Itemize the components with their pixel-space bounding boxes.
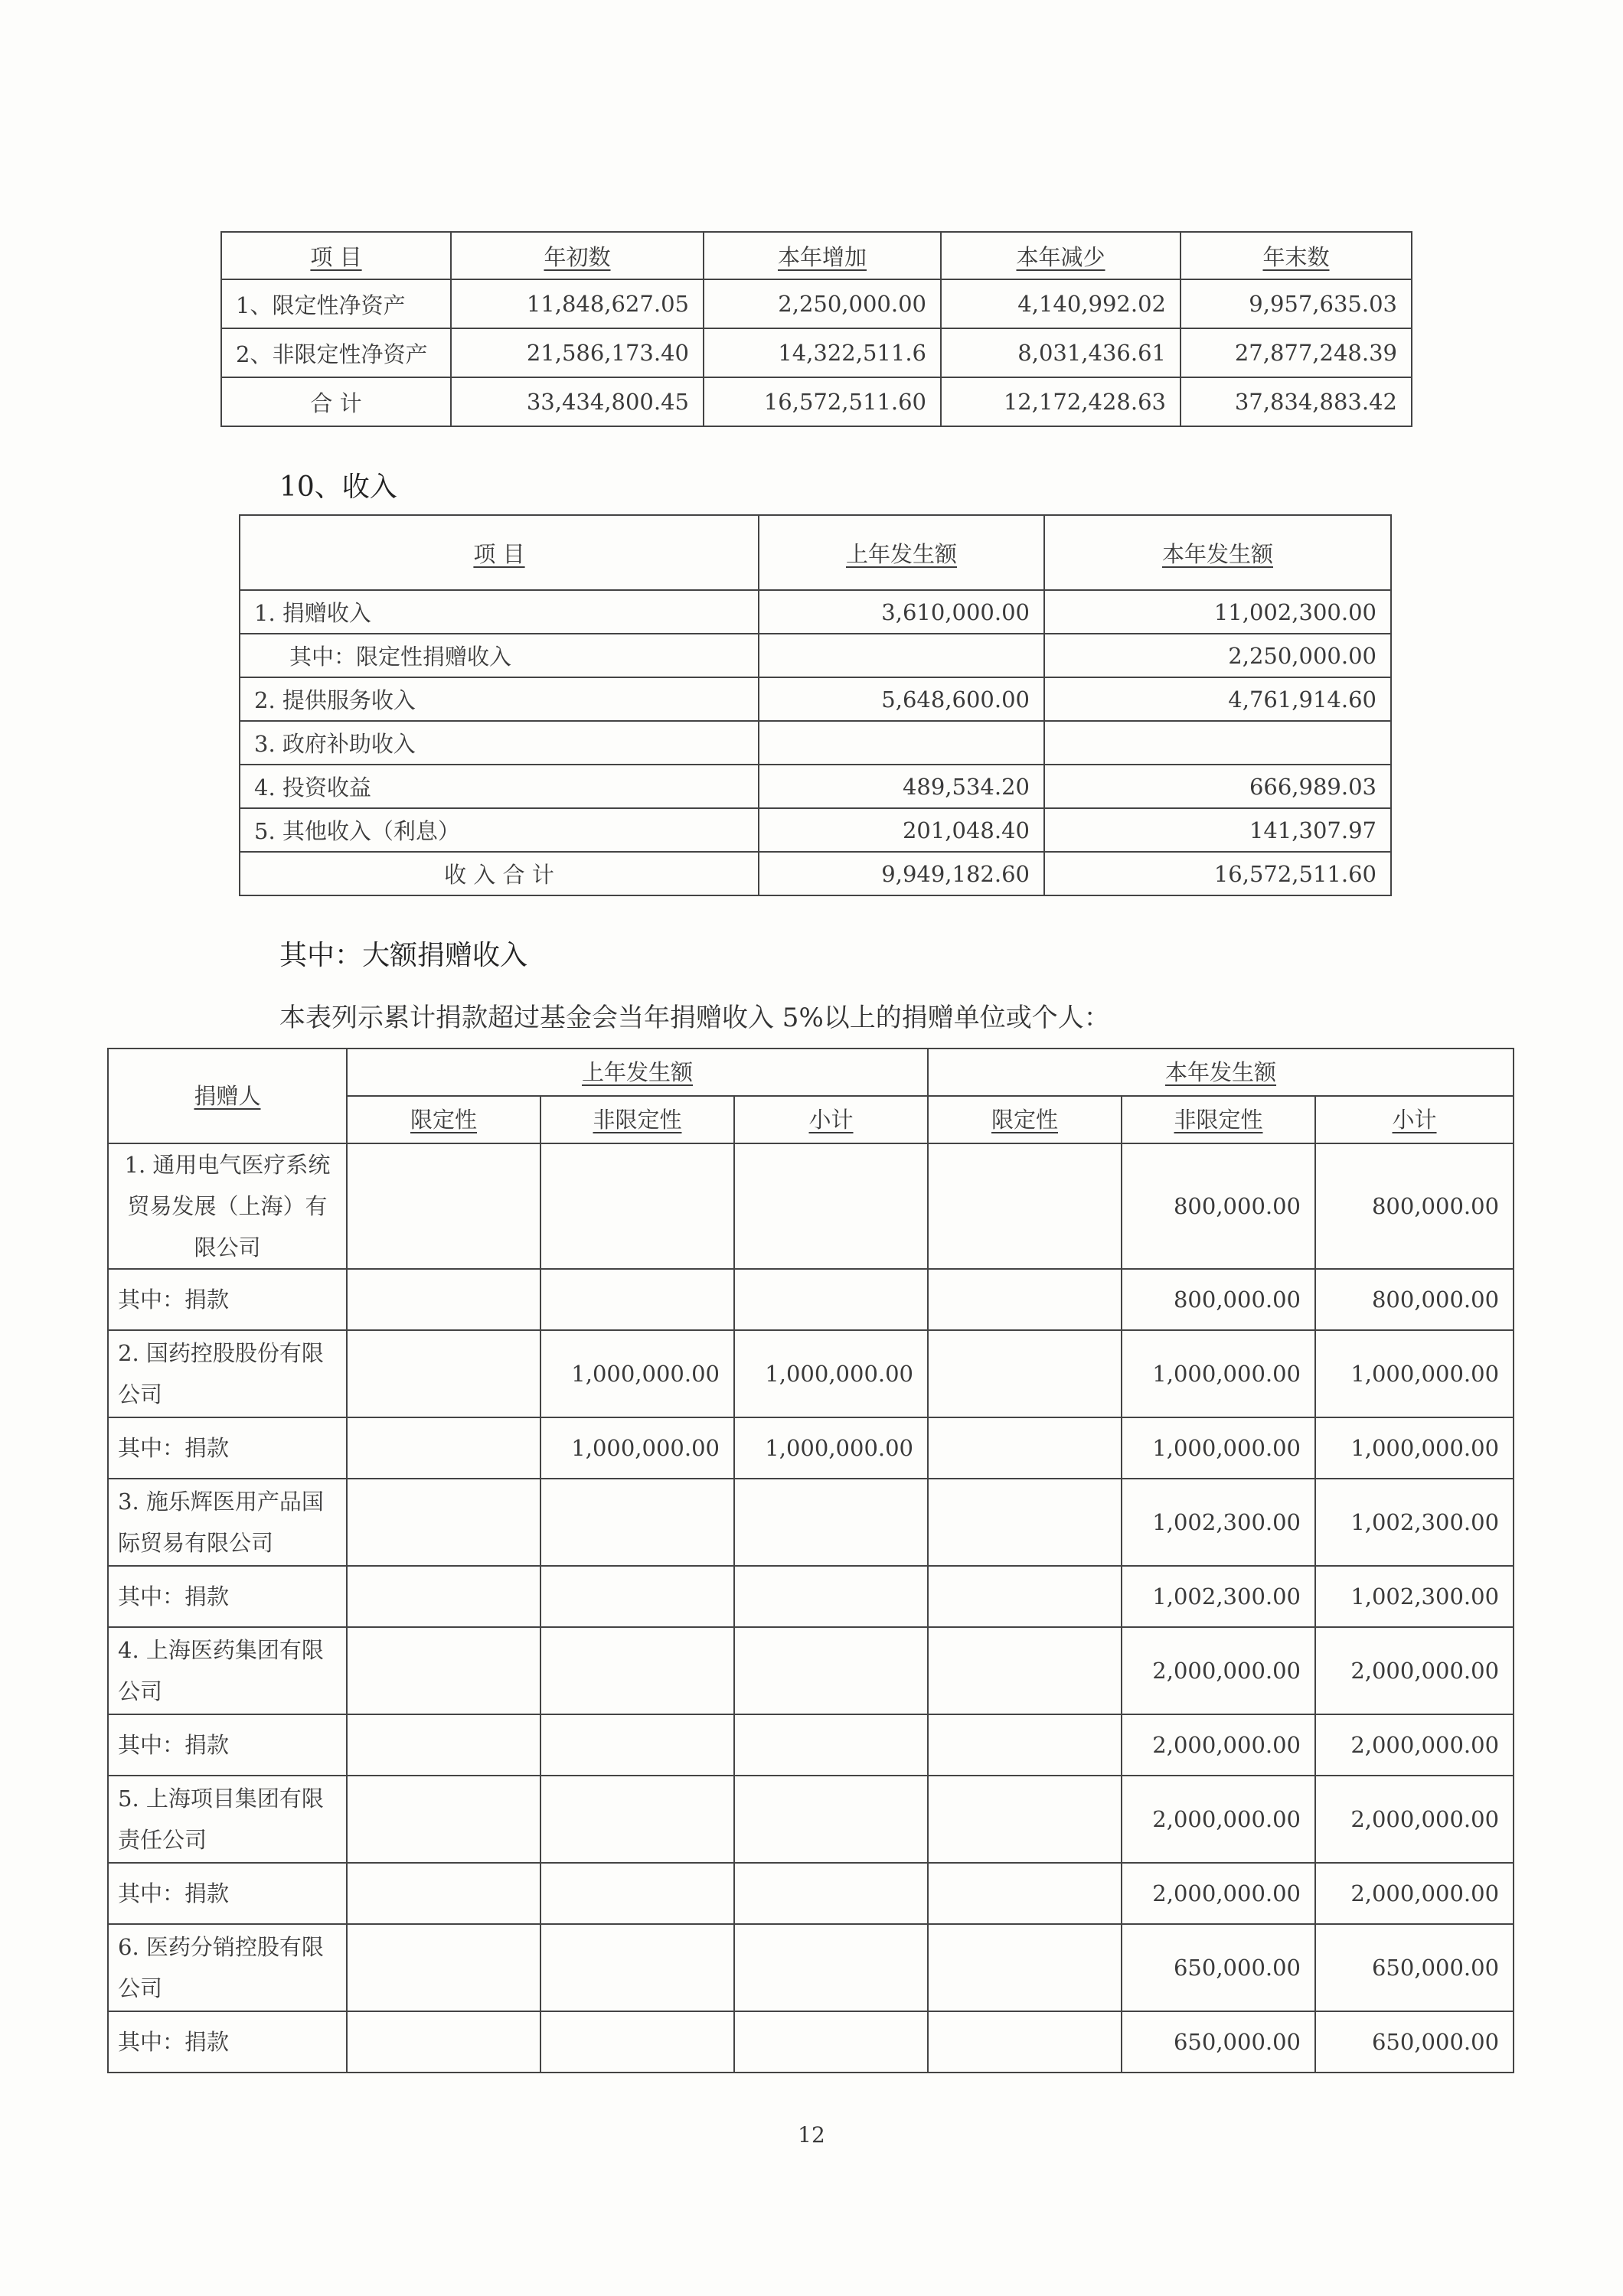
cell-value [347,1566,540,1627]
cell-value: 800,000.00 [1315,1269,1514,1330]
cell-value [759,634,1044,677]
cell-value: 5,648,600.00 [759,677,1044,721]
cell-value [347,1143,540,1269]
table-row [108,2011,1514,2073]
cell-value [347,1627,540,1714]
donor-name: 2. 国药控股股份有限公司 [108,1330,347,1417]
table-row [108,1566,1514,1627]
cell-value [540,1143,734,1269]
cell-value: 1,000,000.00 [1315,1417,1514,1479]
row-label: 2、非限定性净资产 [221,328,451,377]
large-donations-table [107,1048,1514,2073]
subheader-cell: 非限定性 [1122,1096,1315,1143]
table-row [221,279,1412,328]
cell-value [734,1714,928,1776]
cell-value [928,1330,1122,1417]
cell-value: 9,949,182.60 [759,852,1044,895]
cell-value: 666,989.03 [1044,765,1391,808]
cell-value: 2,000,000.00 [1315,1714,1514,1776]
cell-value: 1,002,300.00 [1315,1479,1514,1566]
cell-value: 8,031,436.61 [941,328,1181,377]
cell-value [759,721,1044,765]
page-number: 12 [798,2122,825,2148]
cell-value [734,2011,928,2073]
row-label: 合 计 [221,377,451,426]
header-cell: 本年发生额 [1044,515,1391,590]
cell-value: 2,000,000.00 [1122,1863,1315,1924]
row-label: 4. 投资收益 [240,765,759,808]
cell-value: 1,002,300.00 [1315,1566,1514,1627]
cell-value: 4,140,992.02 [941,279,1181,328]
section-heading-large-donations: 其中：大额捐赠收入 [279,940,528,971]
cell-value: 800,000.00 [1315,1143,1514,1269]
cell-value: 800,000.00 [1122,1143,1315,1269]
header-donor: 捐赠人 [108,1049,347,1143]
cell-value [928,1776,1122,1863]
cell-value: 3,610,000.00 [759,590,1044,634]
cell-value [928,1143,1122,1269]
cell-value [347,1714,540,1776]
table-total-row [240,852,1391,895]
table-row [108,1330,1514,1417]
cell-value [928,1479,1122,1566]
cell-value: 2,250,000.00 [704,279,941,328]
cell-value [928,2011,1122,2073]
cell-value: 1,000,000.00 [540,1417,734,1479]
cell-value [347,1924,540,2011]
cell-value [540,1924,734,2011]
cell-value: 650,000.00 [1315,2011,1514,2073]
row-label: 5. 其他收入（利息） [240,808,759,852]
table-row [240,677,1391,721]
cell-value: 800,000.00 [1122,1269,1315,1330]
table-row [108,1924,1514,2011]
subheader-cell: 限定性 [928,1096,1122,1143]
table-row [108,1269,1514,1330]
cell-value [540,1776,734,1863]
table-row [240,808,1391,852]
cell-value: 1,000,000.00 [1122,1417,1315,1479]
table-header-row [221,232,1412,279]
cell-value: 1,002,300.00 [1122,1479,1315,1566]
table-total-row [221,377,1412,426]
cell-value: 650,000.00 [1122,1924,1315,2011]
cell-value [734,1924,928,2011]
table-row [240,590,1391,634]
cell-value: 201,048.40 [759,808,1044,852]
row-label: 其中：限定性捐赠收入 [240,634,759,677]
cell-value: 4,761,914.60 [1044,677,1391,721]
table-row [108,1417,1514,1479]
cell-value: 21,586,173.40 [451,328,704,377]
header-cell: 项 目 [240,515,759,590]
cell-value: 2,000,000.00 [1122,1627,1315,1714]
header-cell: 年初数 [451,232,704,279]
table-row [108,1143,1514,1269]
cell-value [928,1566,1122,1627]
table-row [108,1863,1514,1924]
cell-value: 11,848,627.05 [451,279,704,328]
cell-value [540,2011,734,2073]
row-label: 3. 政府补助收入 [240,721,759,765]
cell-value [928,1269,1122,1330]
cell-value [540,1627,734,1714]
cell-value: 2,000,000.00 [1122,1714,1315,1776]
cell-value [1044,721,1391,765]
income-table [239,514,1392,896]
header-cell: 项 目 [221,232,451,279]
cell-value [347,1776,540,1863]
cell-value [734,1863,928,1924]
cell-value: 16,572,511.60 [704,377,941,426]
section-note: 本表列示累计捐款超过基金会当年捐赠收入 5%以上的捐赠单位或个人： [279,1003,1110,1033]
cell-value: 9,957,635.03 [1181,279,1412,328]
donor-name: 4. 上海医药集团有限公司 [108,1627,347,1714]
subheader-cell: 非限定性 [540,1096,734,1143]
cell-value [540,1479,734,1566]
subheader-cell: 小计 [734,1096,928,1143]
cell-value [734,1776,928,1863]
cell-value: 2,000,000.00 [1315,1776,1514,1863]
cell-value [734,1566,928,1627]
cell-value: 2,000,000.00 [1315,1627,1514,1714]
header-cell: 本年增加 [704,232,941,279]
cell-value [734,1479,928,1566]
net-assets-table [220,231,1412,427]
donor-sub: 其中：捐款 [108,1417,347,1479]
cell-value: 1,002,300.00 [1122,1566,1315,1627]
cell-value [540,1714,734,1776]
row-label: 1、限定性净资产 [221,279,451,328]
row-label: 2. 提供服务收入 [240,677,759,721]
cell-value [928,1863,1122,1924]
cell-value: 27,877,248.39 [1181,328,1412,377]
section-heading-income: 10、收入 [279,471,397,503]
cell-value [347,1269,540,1330]
cell-value: 2,000,000.00 [1122,1776,1315,1863]
donor-name: 3. 施乐辉医用产品国际贸易有限公司 [108,1479,347,1566]
cell-value: 1,000,000.00 [1122,1330,1315,1417]
donor-sub: 其中：捐款 [108,1863,347,1924]
cell-value [347,1417,540,1479]
table-row [108,1714,1514,1776]
cell-value: 2,000,000.00 [1315,1863,1514,1924]
row-label: 收 入 合 计 [240,852,759,895]
cell-value [928,1714,1122,1776]
donor-name: 5. 上海项目集团有限责任公司 [108,1776,347,1863]
cell-value: 1,000,000.00 [734,1417,928,1479]
donor-sub: 其中：捐款 [108,2011,347,2073]
donor-name: 1. 通用电气医疗系统贸易发展（上海）有限公司 [108,1143,347,1269]
cell-value: 16,572,511.60 [1044,852,1391,895]
table-header-row [240,515,1391,590]
header-cell: 年末数 [1181,232,1412,279]
cell-value [928,1417,1122,1479]
cell-value [347,1863,540,1924]
cell-value [734,1269,928,1330]
cell-value [734,1143,928,1269]
subheader-cell: 限定性 [347,1096,540,1143]
cell-value: 11,002,300.00 [1044,590,1391,634]
cell-value: 1,000,000.00 [1315,1330,1514,1417]
table-row [108,1776,1514,1863]
cell-value: 12,172,428.63 [941,377,1181,426]
row-label: 1. 捐赠收入 [240,590,759,634]
cell-value: 14,322,511.6 [704,328,941,377]
cell-value [928,1924,1122,2011]
table-row [240,721,1391,765]
cell-value [540,1566,734,1627]
header-curr-year: 本年发生额 [928,1049,1514,1096]
header-cell: 上年发生额 [759,515,1044,590]
cell-value: 141,307.97 [1044,808,1391,852]
subheader-cell: 小计 [1315,1096,1514,1143]
table-row [108,1627,1514,1714]
cell-value: 37,834,883.42 [1181,377,1412,426]
cell-value: 650,000.00 [1315,1924,1514,2011]
cell-value [347,2011,540,2073]
table-row [108,1479,1514,1566]
cell-value [734,1627,928,1714]
cell-value: 2,250,000.00 [1044,634,1391,677]
table-row [240,765,1391,808]
donor-sub: 其中：捐款 [108,1269,347,1330]
table-row [221,328,1412,377]
cell-value: 1,000,000.00 [540,1330,734,1417]
table-row [240,634,1391,677]
header-cell: 本年减少 [941,232,1181,279]
table-header-row [108,1049,1514,1096]
donor-sub: 其中：捐款 [108,1714,347,1776]
cell-value [928,1627,1122,1714]
cell-value: 489,534.20 [759,765,1044,808]
cell-value [540,1863,734,1924]
cell-value: 650,000.00 [1122,2011,1315,2073]
donor-name: 6. 医药分销控股有限公司 [108,1924,347,2011]
cell-value: 33,434,800.45 [451,377,704,426]
cell-value [540,1269,734,1330]
header-prev-year: 上年发生额 [347,1049,928,1096]
cell-value [347,1330,540,1417]
donor-sub: 其中：捐款 [108,1566,347,1627]
cell-value [347,1479,540,1566]
cell-value: 1,000,000.00 [734,1330,928,1417]
